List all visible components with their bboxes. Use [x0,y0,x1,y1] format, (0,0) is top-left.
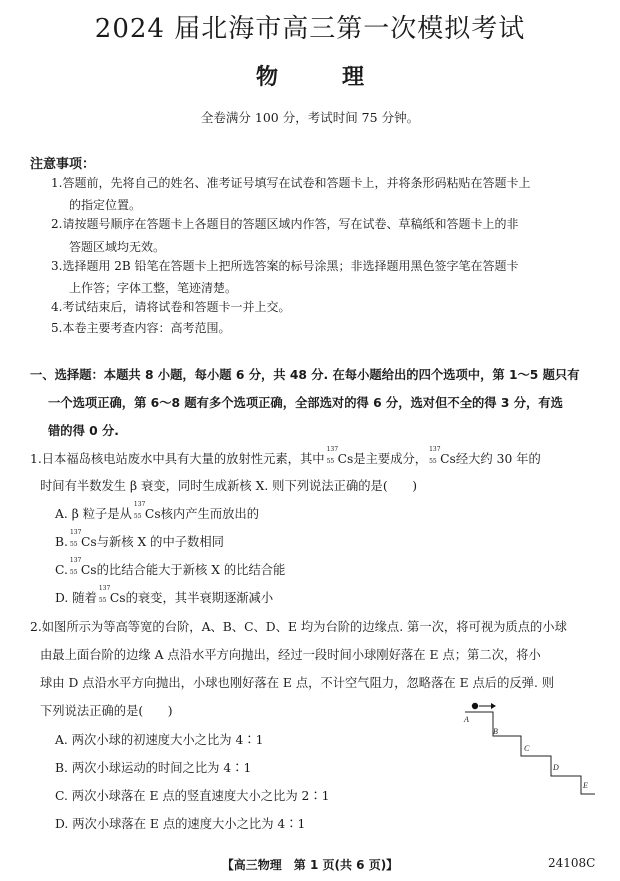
q2-option-d: D. 两次小球落在 E 点的速度大小之比为 4∶1 [55,817,306,831]
section-1-instructions: 一、选择题：本题共 8 小题，每小题 6 分，共 48 分. 在每小题给出的四个选项中，第 1～5 题只有 [30,368,580,382]
velocity-arrow-head-icon [491,703,496,709]
section-1-line-3: 错的得 0 分. [48,424,119,438]
q2-stem-line-1: 2.如图所示为等高等宽的台阶，A、B、C、D、E 均为台阶的边缘点. 第一次，将可视为质点的小球 [30,620,567,634]
q1-option-c: C. 137 55 Cs的比结合能大于新核 X 的比结合能 [55,557,286,577]
point-label-b: B [493,727,498,736]
q1-option-d: D. 随着 137 55 Cs的衰变，其半衰期逐渐减小 [55,585,274,605]
exam-info: 全卷满分 100 分，考试时间 75 分钟。 [200,110,420,125]
cs137-nuclide: 137 55 Cs [98,585,126,605]
point-label-d: D [553,763,559,772]
subject-title [0,60,620,91]
subject-char-2: 理 [342,65,365,90]
cs137-nuclide: 137 55 Cs [69,529,97,549]
q1-stem-line-1: 1.日本福岛核电站废水中具有大量的放射性元素，其中 137 55 Cs是主要成分， 137 55 Cs经大约 30 年的 [30,446,541,466]
q1-option-a: A. β 粒子是从 137 55 Cs核内产生而放出的 [55,501,260,521]
q2-option-c: C. 两次小球落在 E 点的竖直速度大小之比为 2∶1 [55,789,330,803]
section-1-line-2: 一个选项正确，第 6～8 题有多个选项正确，全部选对的得 6 分，选对但不全的得 3 分，有选 [48,396,563,410]
point-label-c: C [524,744,530,753]
stairs-outline [465,712,595,794]
page-footer: 【高三物理 第 1 页(共 6 页)】 [221,858,399,872]
cs137-nuclide: 137 55 Cs [326,446,354,466]
exam-title: 2024 届北海市高三第一次模拟考试 [94,14,526,44]
q2-option-b: B. 两次小球运动的时间之比为 4∶1 [55,761,252,775]
q2-stem-line-4: 下列说法正确的是( ) [40,704,173,718]
q2-option-a: A. 两次小球的初速度大小之比为 4∶1 [55,733,264,747]
cs137-nuclide: 137 55 Cs [133,501,161,521]
stairs-figure [455,696,605,806]
note-4: 4.考试结束后，请将试卷和答题卡一并上交。 [51,300,291,314]
note-2: 2.请按题号顺序在答题卡上各题目的答题区域内作答，写在试卷、草稿纸和答题卡上的非 [51,217,519,231]
notes-heading: 注意事项： [30,157,96,172]
note-5: 5.本卷主要考查内容：高考范围。 [51,321,231,335]
note-1-cont: 的指定位置。 [69,198,142,212]
note-1: 1.答题前，先将自己的姓名、准考证号填写在试卷和答题卡上，并将条形码粘贴在答题卡上 [51,176,531,190]
point-label-e: E [583,781,588,790]
note-2-cont: 答题区域均无效。 [69,240,166,254]
point-label-a: A [464,715,469,724]
ball-icon [472,703,478,709]
exam-code: 24108C [548,856,596,870]
q2-stem-line-2: 由最上面台阶的边缘 A 点沿水平方向抛出，经过一段时间小球刚好落在 E 点；第二次，将小 [40,648,541,662]
subject-char-1: 物 [255,65,278,90]
note-3: 3.选择题用 2B 铅笔在答题卡上把所选答案的标号涂黑；非选择题用黑色签字笔在答题卡 [51,259,519,273]
q1-option-b: B. 137 55 Cs与新核 X 的中子数相同 [55,529,224,549]
q2-stem-line-3: 球由 D 点沿水平方向抛出，小球也刚好落在 E 点，不计空气阻力，忽略落在 E 点后的反弹. 则 [40,676,555,690]
cs137-nuclide: 137 55 Cs [69,557,97,577]
note-3-cont: 上作答；字体工整，笔迹清楚。 [69,281,238,295]
cs137-nuclide: 137 55 Cs [429,446,456,466]
q1-stem-line-2: 时间有半数发生 β 衰变，同时生成新核 X. 则下列说法正确的是( ) [40,479,418,493]
